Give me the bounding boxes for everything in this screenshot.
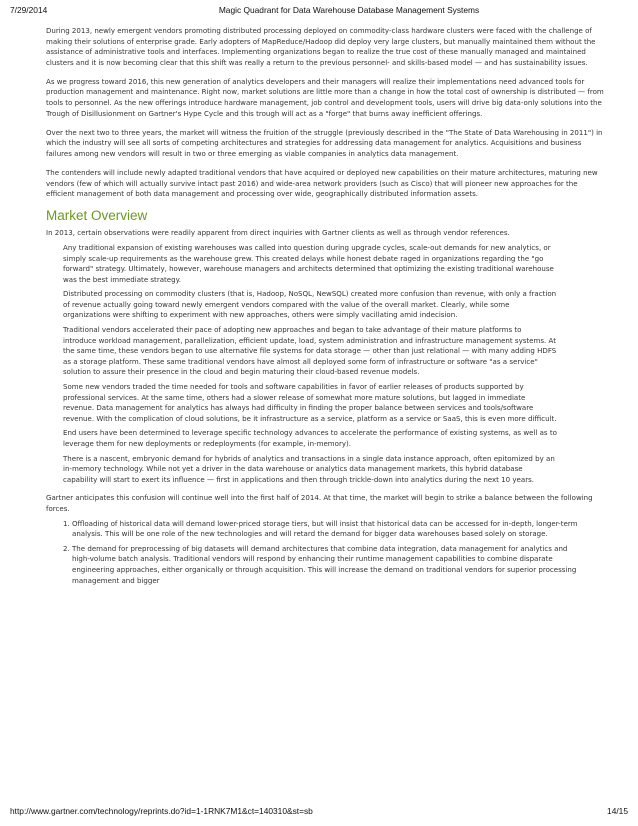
force-item: 1. Offloading of historical data will demand lower-priced storage tiers, but will insist that historical data can be accessed for in-depth, longer-term analysis. This will be one role of the new technologies and will retard the demand for bigger data warehouses based solely on storage. [72, 519, 582, 540]
article-body [46, 26, 604, 590]
observation-item: Some new vendors traded the time needed for tools and software capabilities in favor of earlier releases of products supported by professional services. At the same time, others had a slower release of somewhat more mature solutions, but lagged in immediate revenue. Data management for analytics has always had difficulty in finding the proper balance between services and tools/software revenue. With the complication of cloud solutions, be it infrastructure as a service, platform as a service or SaaS, this is even more difficult. [63, 382, 557, 423]
intro-paragraph: As we progress toward 2016, this new generation of analytics developers and their managers will realize their implementations need advanced tools for production management and maintenance. Right now, market solutions are little more than a change in how the total cost of ownership is distributed — from tools to personnel. As the new offerings introduce hardware management, job control and development tools, users will drive big data-only solutions into the Trough of Disillusionment on Gartner's Hype Cycle and this trough will act as a "forge" that burns away inefficient offerings. [46, 76, 604, 118]
observation-item: End users have been determined to leverage specific technology advances to accelerate the performance of existing systems, as well as to leverage them for new deployments or redeployments (for example, in-memory). [63, 428, 557, 448]
intro-paragraph: Over the next two to three years, the market will witness the fruition of the struggle (previously described in the "The State of Data Warehousing in 2011") in which the industry will see all sorts of competing architectures and strategies for addressing data management for analytics. Acquisitions and business failures among new vendors will result in two or three emerging as viable companies in analytics data management. [46, 127, 603, 158]
observations-list [46, 243, 604, 485]
observation-item: Traditional vendors accelerated their pace of adopting new approaches and began to take advantage of their mature platforms to introduce workload management, parallelization, efficient update, load, system administration and infrastructure management systems. At the same time, these vendors began to use alternative file systems for data storage — other than just relational — with many adding HDFS as a storage platform. These same traditional vendors have almost all deployed some form of infrastructure or software "as a service" solution to assure their presence in the cloud and begin maturing their cloud-based revenue models. [63, 325, 557, 377]
print-date: 7/29/2014 [10, 5, 48, 15]
observation-item: Any traditional expansion of existing warehouses was called into question during upgrade cycles, scale-out demands for new analytics, or simply scale-up requirements as the warehouse grew. This created delays while honest debate raged in organizations regarding the "go forward" strategy. Ultimately, however, warehouse managers and architects determined that optimizing the existing traditional warehouse was the best immediate strategy. [63, 242, 554, 284]
document-title: Magic Quadrant for Data Warehouse Database Management Systems [218, 5, 480, 15]
forces-list [46, 519, 604, 587]
observation-item: There is a nascent, embryonic demand for hybrids of analytics and transactions in a single data instance approach, often epitomized by an in-memory technology. While not yet a driver in the data warehouse or analytics data management markets, this hybrid database capability will start to exert its influence — first in applications and then through trickle-down into analytics during the next 10 years. [63, 453, 555, 484]
print-header [10, 5, 628, 19]
intro-paragraph: During 2013, newly emergent vendors promoting distributed processing deployed on commodity-class hardware clusters were faced with the challenge of making their solutions of enterprise grade. Early adopters of MapReduce/Hadoop did deploy very large clusters, but manually maintained them without the assistance of administrative tools and interfaces. Implementing organizations began to realize the true cost of these manually managed and maintained clusters and it is now becoming clear that this shift was really a return to the previous personnel- and skills-based model — and has sustainability issues. [46, 26, 596, 67]
section-heading-market-overview: Market Overview [46, 208, 148, 224]
market-overview-lead: In 2013, certain observations were readily apparent from direct inquiries with Gartner clients as well as through vendor references. [46, 228, 510, 238]
page-number: 14/15 [607, 806, 628, 816]
intro-paragraph: The contenders will include newly adapted traditional vendors that have acquired or deployed new capabilities on their mature architectures, maturing new vendors (few of which will actually survive intact past 2016) and wide-area network providers (such as Cisco) that will pioneer new approaches for the efficient management of both data management and processing over wide, geographically distributed information assets. [46, 168, 598, 199]
force-item: 2. The demand for preprocessing of big datasets will demand architectures that combine data integration, data management for analytics and high-volume batch analysis. Traditional vendors will respond by enhancing their runtime management capabilities to combine disparate engineering approaches, either organically or through acquisition. This will increase the demand on traditional vendors for superior processing management and bigger [72, 544, 582, 586]
print-footer [10, 806, 628, 820]
observation-item: Distributed processing on commodity clusters (that is, Hadoop, NoSQL, NewSQL) created more confusion than revenue, with only a fraction of revenue actually going toward newly emergent vendors compared with the value of the overall market. Clearly, while some organizations were shifting to experiment with new approaches, others were simply vacillating amid indecision. [63, 289, 557, 320]
forces-lead: Gartner anticipates this confusion will continue well into the first half of 2014. At that time, the market will begin to strike a balance between the following forces. [46, 493, 593, 513]
source-url: http://www.gartner.com/technology/reprints.do?id=1-1RNK7M1&ct=140310&st=sb [10, 806, 313, 816]
